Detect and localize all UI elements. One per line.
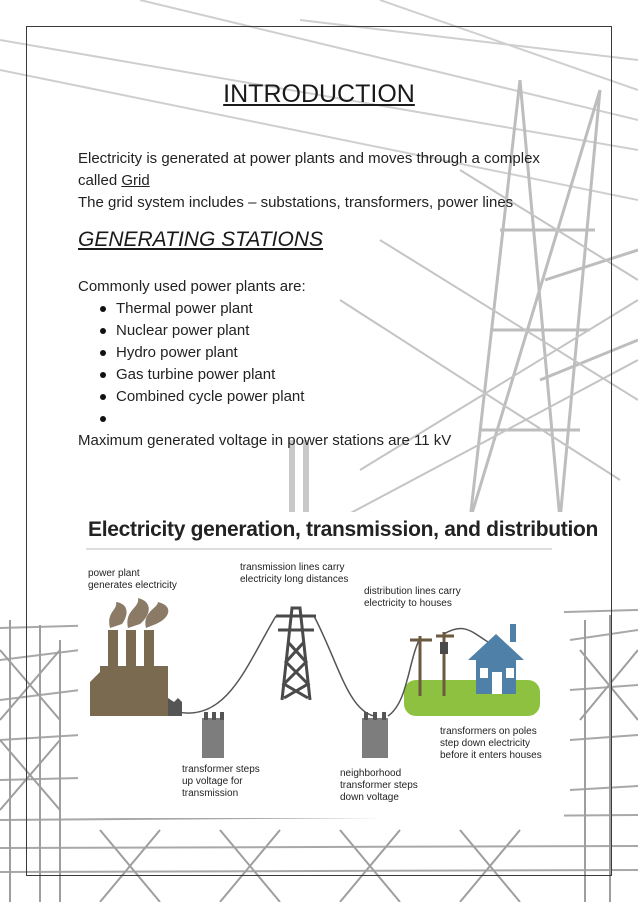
figure-title: Electricity generation, transmission, and distribution [88,518,599,541]
caption-pole-transformers: transformers on poles step down electricity before it enters houses [440,726,542,761]
list-item-text: Gas turbine power plant [116,366,276,383]
page-title: INTRODUCTION [223,80,415,108]
intro-line-2-prefix: called [78,172,122,189]
intro-line-3: The grid system includes – substations, transformers, power lines [78,194,514,211]
power-plant-icon [90,598,182,716]
bullet-icon [100,350,106,356]
power-plant-list [78,298,304,430]
list-item-text: Hydro power plant [116,344,238,361]
list-item-text: Combined cycle power plant [116,388,305,405]
list-item [78,386,304,408]
closing-line: Maximum generated voltage in power stations are 11 kV [78,432,452,449]
list-item [78,408,304,430]
grid-diagram-figure [78,512,599,818]
list-item-text: Thermal power plant [116,300,253,317]
bullet-icon [100,306,106,312]
list-item [78,364,304,386]
step-up-transformer-icon [202,712,224,758]
list-item [78,320,304,342]
house-ground [404,680,540,716]
bullet-icon [100,328,106,334]
list-item [78,298,304,320]
title-rule [86,548,552,550]
intro-line-2 [78,170,150,192]
step-down-transformer-icon [362,712,388,758]
intro-line-1: Electricity is generated at power plants and moves through a complex [78,150,540,167]
list-item-text: Nuclear power plant [116,322,250,339]
bullet-icon [100,372,106,378]
caption-step-up-transformer: transformer steps up voltage for transmission [182,764,260,799]
grid-link[interactable]: Grid [121,172,150,189]
caption-step-down-transformer: neighborhood transformer steps down voltage [340,768,418,803]
list-item [78,342,304,364]
caption-power-plant: power plant generates electricity [88,568,177,591]
pole-transformer-icon [440,642,448,654]
caption-distribution-lines: distribution lines carry electricity to houses [364,586,461,609]
transmission-tower-icon [276,608,316,700]
section-title: GENERATING STATIONS [78,228,324,251]
bullet-icon [100,394,106,400]
bullet-icon [100,416,106,422]
section-lead: Commonly used power plants are: [78,278,306,295]
caption-transmission-lines: transmission lines carry electricity long distances [240,562,349,585]
grid-diagram-drawing [78,512,564,818]
